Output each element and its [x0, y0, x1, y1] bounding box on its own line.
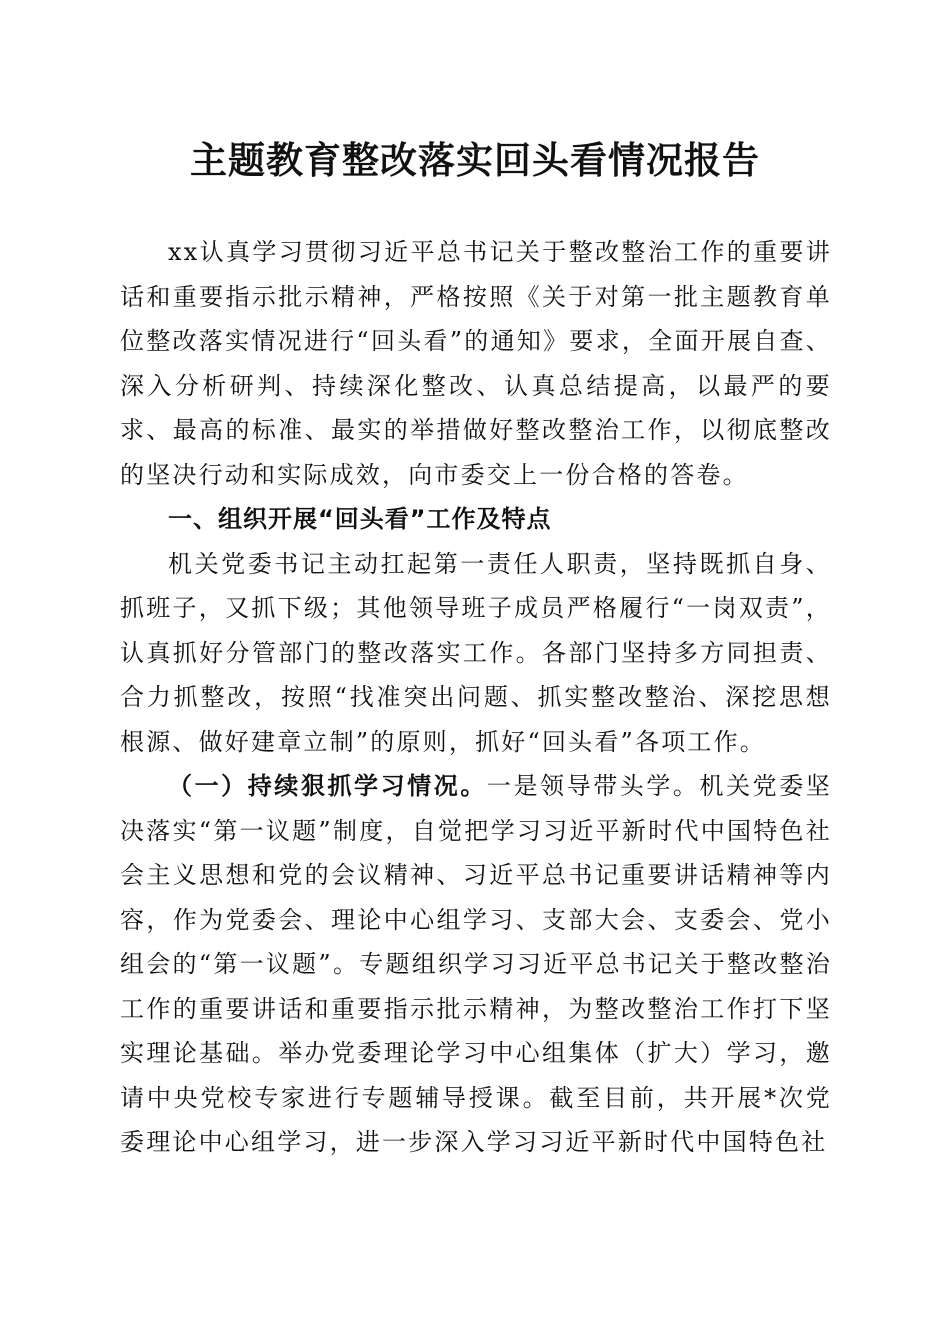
document-body — [120, 230, 832, 1165]
subsection-1-heading: （一）持续狠抓学习情况。 — [168, 771, 487, 800]
subsection-1-paragraph — [120, 764, 832, 1165]
section-1-paragraph: 机关党委书记主动扛起第一责任人职责，坚持既抓自身、抓班子，又抓下级；其他领导班子成员严格履行“一岗双责”，认真抓好分管部门的整改落实工作。各部门坚持多方同担责、合力抓整改，按照“找准突出问题、抓实整改整治、深挖思想根源、做好建章立制”的原则，抓好“回头看”各项工作。 — [120, 549, 832, 756]
intro-paragraph: xx认真学习贯彻习近平总书记关于整改整治工作的重要讲话和重要指示批示精神，严格按照《关于对第一批主题教育单位整改落实情况进行“回头看”的通知》要求，全面开展自查、深入分析研判、持续深化整改、认真总结提高，以最严的要求、最高的标准、最实的举措做好整改整治工作，以彻底整改的坚决行动和实际成效，向市委交上一份合格的答卷。 — [120, 238, 832, 489]
subsection-1-text: 一是领导带头学。机关党委坚决落实“第一议题”制度，自觉把学习习近平新时代中国特色社会主义思想和党的会议精神、习近平总书记重要讲话精神等内容，作为党委会、理论中心组学习、支部大会、支委会、党小组会的“第一议题”。专题组织学习习近平总书记关于整改整治工作的重要讲话和重要指示批示精神，为整改整治工作打下坚实理论基础。举办党委理论学习中心组集体（扩大）学习，邀请中央党校专家进行专题辅导授课。截至目前，共开展*次党委理论中心组学习，进一步深入学习习近平新时代中国特色社 — [120, 772, 832, 1156]
document-title: 主题教育整改落实回头看情况报告 — [190, 138, 760, 182]
section-heading-1: 一、组织开展“回头看”工作及特点 — [168, 505, 552, 533]
